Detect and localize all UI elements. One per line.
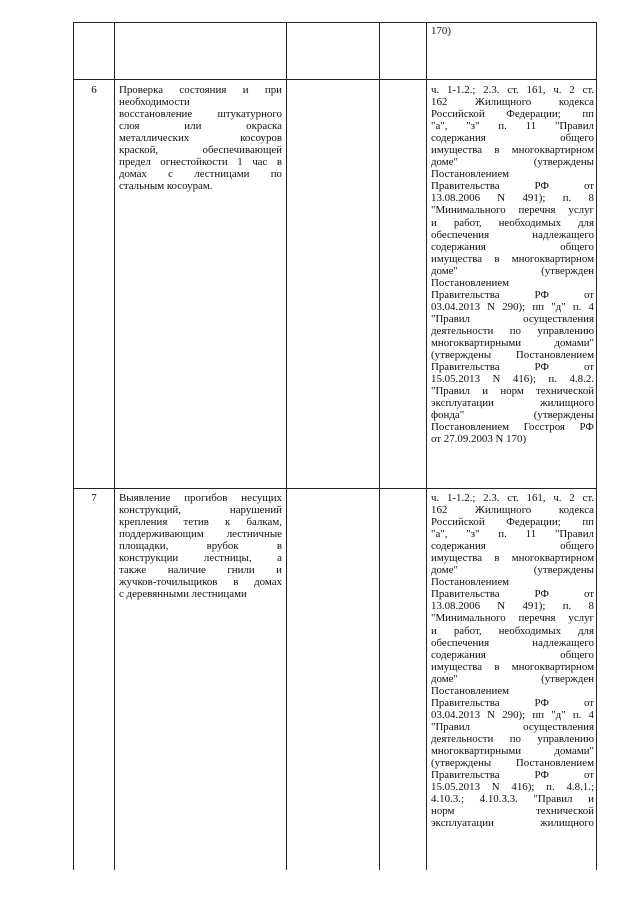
table-row-2-description: [119, 492, 282, 600]
reference-line: Постановлением: [431, 276, 510, 289]
description-line: металлических косоуров: [119, 132, 282, 145]
reference-line: многоквартирными домами": [431, 336, 594, 349]
reference-line: 13.08.2006 N 491); п. 8: [431, 192, 594, 205]
column-divider: [379, 23, 380, 870]
reference-line: "а", "з" п. 11 "Правил: [431, 120, 594, 133]
reference-line: 03.04.2013 N 290); пп "д" п. 4: [431, 708, 594, 721]
reference-line: Постановлением: [431, 684, 510, 697]
reference-line: "Правил и норм технической: [431, 385, 594, 398]
reference-line: ч. 1-1.2.; 2.3. ст. 161, ч. 2 ст.: [431, 492, 594, 504]
description-line: краской, обеспечивающей: [119, 144, 282, 157]
table-row-2-reference: [431, 492, 594, 829]
column-divider: [114, 23, 115, 870]
column-divider: [286, 23, 287, 870]
reference-line: 03.04.2013 N 290); пп "д" п. 4: [431, 300, 594, 313]
reference-line: 4.10.3.; 4.10.3.3. "Правил и: [431, 793, 594, 806]
description-line: слоя или окраска: [119, 120, 282, 133]
reference-line: доме" (утверждены: [431, 156, 594, 169]
reference-line: многоквартирными домами": [431, 744, 594, 757]
reference-line: и работ, необходимых для: [431, 624, 594, 637]
reference-line: Правительства РФ от: [431, 361, 594, 374]
reference-line: "Минимального перечня услуг: [431, 204, 594, 217]
reference-line: обеспечения надлежащего: [431, 636, 594, 649]
table-row-1-number: 6: [91, 84, 97, 96]
description-line: Проверка состояния и при: [119, 84, 282, 96]
description-line: с деревянными лестницами: [119, 588, 247, 601]
reference-line: доме" (утверждены: [431, 564, 594, 577]
reference-line: 170): [431, 25, 451, 37]
reference-line: "Правил осуществления: [431, 312, 594, 325]
reference-line: ч. 1-1.2.; 2.3. ст. 161, ч. 2 ст.: [431, 84, 594, 96]
reference-line: эксплуатации жилищного: [431, 817, 594, 830]
reference-line: Постановлением: [431, 168, 510, 181]
reference-line: "Минимального перечня услуг: [431, 612, 594, 625]
column-divider: [426, 23, 427, 870]
description-line: Выявление прогибов несущих: [119, 492, 282, 504]
reference-line: 13.08.2006 N 491); п. 8: [431, 600, 594, 613]
reference-line: доме" (утвержден: [431, 672, 594, 685]
reference-line: содержания общего: [431, 132, 594, 145]
reference-line: 162 Жилищного кодекса: [431, 504, 594, 517]
reference-line: (утверждены Постановлением: [431, 349, 594, 362]
reference-line: Правительства РФ от: [431, 769, 594, 782]
description-line: жучков-точильщиков в домах: [119, 576, 282, 589]
reference-line: содержания общего: [431, 648, 594, 661]
reference-line: деятельности по управлению: [431, 324, 594, 337]
reference-line: норм технической: [431, 805, 594, 818]
reference-line: фонда" (утверждены: [431, 409, 594, 422]
reference-line: Постановлением: [431, 576, 510, 589]
reference-line: 162 Жилищного кодекса: [431, 96, 594, 109]
description-line: конструкций, нарушений: [119, 504, 282, 517]
reference-line: Правительства РФ от: [431, 180, 594, 193]
reference-line: Российской Федерации; пп: [431, 516, 594, 529]
reference-line: обеспечения надлежащего: [431, 228, 594, 241]
reference-line: 15.05.2013 N 416); п. 4.8.2.: [431, 373, 594, 386]
reference-line: имущества в многоквартирном: [431, 552, 594, 565]
reference-line: Правительства РФ от: [431, 288, 594, 301]
description-line: стальным косоурам.: [119, 180, 213, 193]
reference-line: Постановлением Госстроя РФ: [431, 421, 594, 434]
reference-line: содержания общего: [431, 240, 594, 253]
row-divider: [74, 488, 596, 489]
description-line: конструкции лестницы, а: [119, 552, 282, 565]
reference-line: деятельности по управлению: [431, 732, 594, 745]
row-divider: [74, 79, 596, 80]
reference-line: 15.05.2013 N 416); п. 4.8.1.;: [431, 781, 594, 794]
document-table: [73, 22, 597, 870]
table-row-0-reference: [431, 25, 594, 37]
reference-line: "Правил осуществления: [431, 720, 594, 733]
reference-line: содержания общего: [431, 540, 594, 553]
table-row-1-description: [119, 84, 282, 192]
reference-line: от 27.09.2003 N 170): [431, 433, 527, 446]
reference-line: имущества в многоквартирном: [431, 252, 594, 265]
reference-line: эксплуатации жилищного: [431, 397, 594, 410]
reference-line: доме" (утвержден: [431, 264, 594, 277]
reference-line: и работ, необходимых для: [431, 216, 594, 229]
description-line: предел огнестойкости 1 час в: [119, 156, 282, 169]
description-line: площадки, врубок в: [119, 540, 282, 553]
reference-line: Правительства РФ от: [431, 696, 594, 709]
description-line: домах с лестницами по: [119, 168, 282, 181]
description-line: также наличие гнили и: [119, 564, 282, 577]
reference-line: "а", "з" п. 11 "Правил: [431, 528, 594, 541]
reference-line: имущества в многоквартирном: [431, 144, 594, 157]
table-row-2-number: 7: [91, 492, 97, 504]
description-line: крепления тетив к балкам,: [119, 516, 282, 529]
description-line: поддерживающим лестничные: [119, 528, 282, 541]
reference-line: Правительства РФ от: [431, 588, 594, 601]
reference-line: Российской Федерации; пп: [431, 108, 594, 121]
description-line: восстановление штукатурного: [119, 108, 282, 121]
reference-line: имущества в многоквартирном: [431, 660, 594, 673]
reference-line: (утверждены Постановлением: [431, 757, 594, 770]
table-row-1-reference: [431, 84, 594, 445]
description-line: необходимости: [119, 96, 190, 109]
